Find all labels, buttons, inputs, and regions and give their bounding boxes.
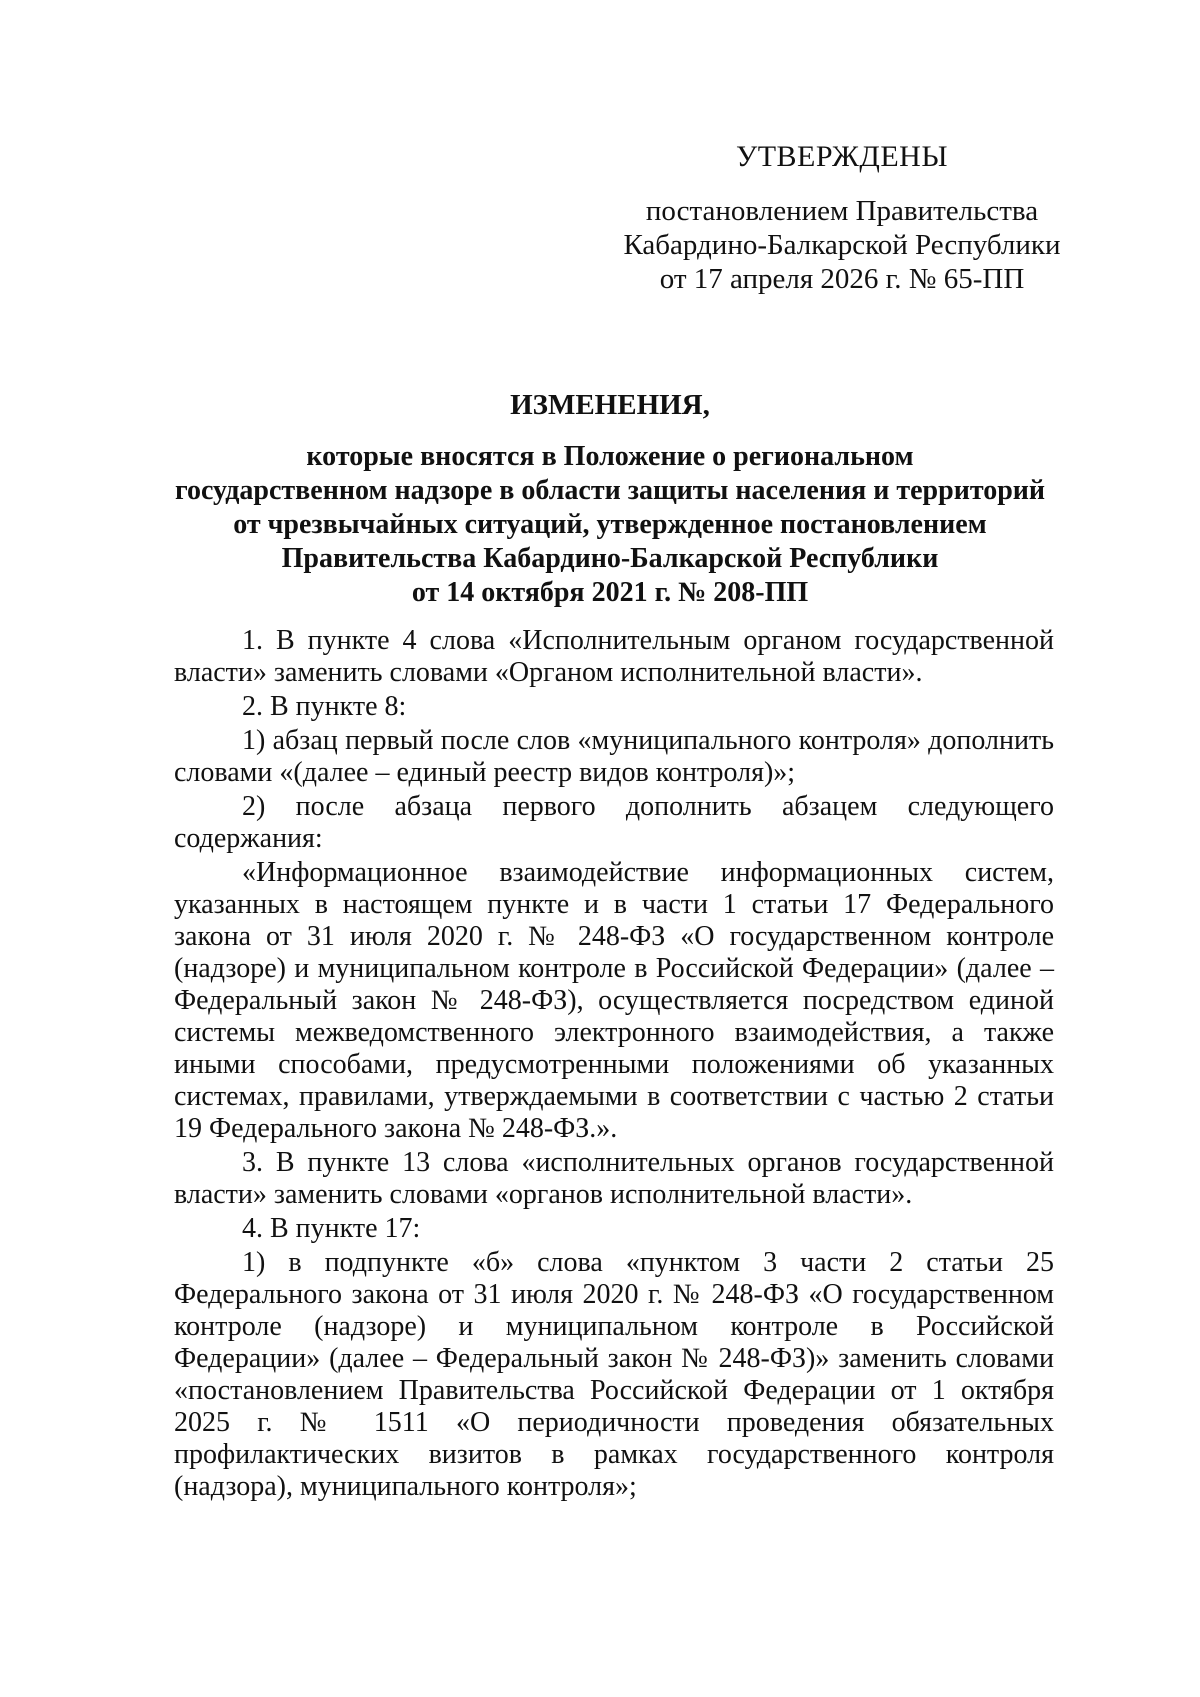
paragraph: 1) абзац первый после слов «муниципального контроля» дополнить словами «(далее – единый реестр видов контроля)»; xyxy=(174,725,1054,788)
approval-heading: УТВЕРЖДЕНЫ xyxy=(735,140,949,173)
approval-stamp-block xyxy=(612,140,1072,296)
document-subtitle-line: от чрезвычайных ситуаций, утвержденное постановлением xyxy=(233,509,987,540)
paragraph: «Информационное взаимодействие информационных систем, указанных в настоящем пункте и в части 1 статьи 17 Федерального закона от 31 июля 2020 г. № 248-ФЗ «О государственном контроле (надзоре) и муниципальном контроле в Российской Федерации» (далее – Федеральный закон № 248-ФЗ), осуществляется посредством единой системы межведомственного электронного взаимодействия, а также иными способами, предусмотренными положениями об указанных системах, правилами, утверждаемыми в соответствии с частью 2 статьи 19 Федерального закона № 248-ФЗ.». xyxy=(174,857,1054,1144)
paragraph: 4. В пункте 17: xyxy=(242,1213,421,1244)
approval-line-3: от 17 апреля 2026 г. № 65-ПП xyxy=(659,263,1025,295)
paragraph: 1. В пункте 4 слова «Исполнительным органом государственной власти» заменить словами «Органом исполнительной власти». xyxy=(174,625,1054,688)
paragraph: 3. В пункте 13 слова «исполнительных органов государственной власти» заменить словами «органов исполнительной власти». xyxy=(174,1147,1054,1210)
document-body xyxy=(174,625,1054,1503)
approval-line-2: Кабардино-Балкарской Республики xyxy=(623,229,1061,261)
paragraph: 1) в подпункте «б» слова «пунктом 3 части 2 статьи 25 Федерального закона от 31 июля 2020 г. № 248-ФЗ «О государственном контроле (надзоре) и муниципальном контроле в Российской Федерации» (далее – Федеральный закон № 248-ФЗ)» заменить словами «постановлением Правительства Российской Федерации от 1 октября 2025 г. № 1511 «О периодичности проведения обязательных профилактических визитов в рамках государственного контроля (надзора), муниципального контроля»; xyxy=(174,1247,1054,1502)
paragraph: 2) после абзаца первого дополнить абзацем следующего содержания: xyxy=(174,791,1054,854)
document-subtitle-line: от 14 октября 2021 г. № 208-ПП xyxy=(411,577,809,608)
paragraph: 2. В пункте 8: xyxy=(242,691,407,722)
document-subtitle-line: государственном надзоре в области защиты населения и территорий xyxy=(174,475,1046,506)
approval-line-1: постановлением Правительства xyxy=(645,195,1039,227)
document-subtitle-line: Правительства Кабардино-Балкарской Республики xyxy=(281,543,939,574)
document-subtitle-line: которые вносятся в Положение о региональном xyxy=(306,441,914,472)
document-title: ИЗМЕНЕНИЯ, xyxy=(510,389,710,421)
document-title-block xyxy=(130,388,1090,610)
